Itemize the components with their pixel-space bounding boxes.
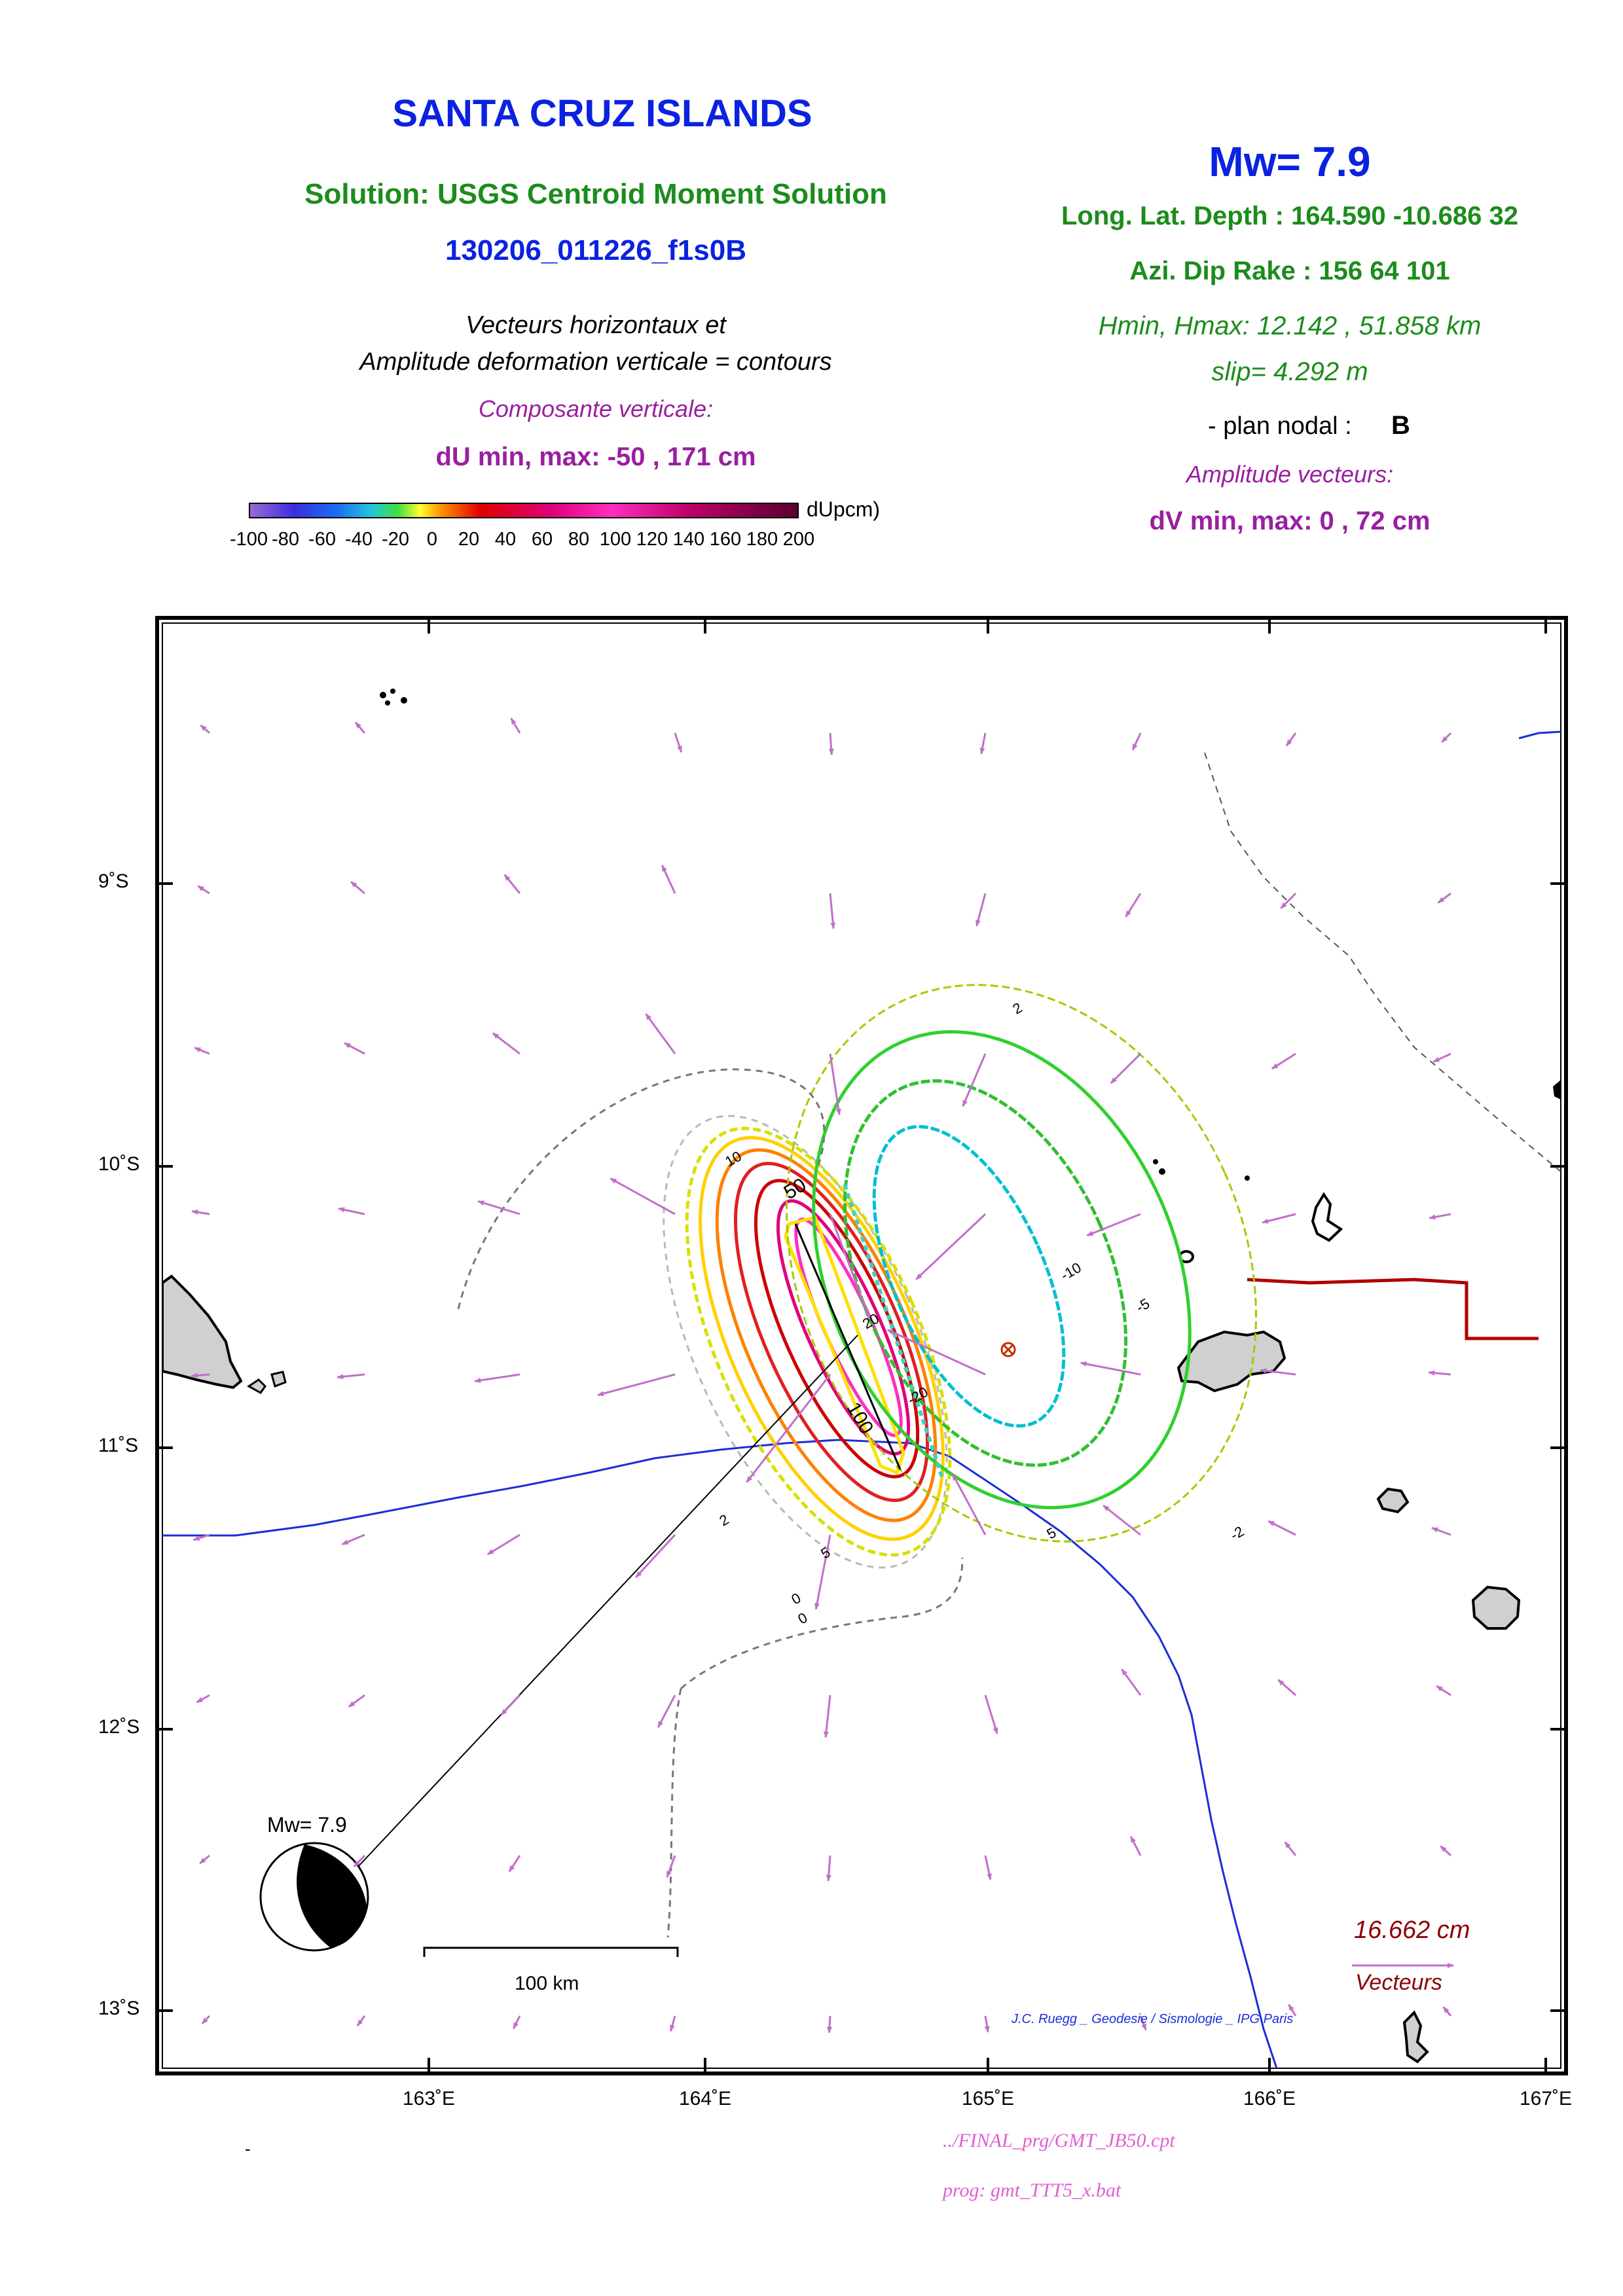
displacement-vector — [828, 1856, 830, 1881]
displacement-vector — [1429, 1214, 1451, 1218]
displacement-vector — [1432, 1528, 1451, 1535]
description-line-1: Vecteurs horizontaux et — [465, 312, 726, 339]
displacement-vector — [977, 893, 985, 926]
colorbar-tick-label: 0 — [426, 529, 438, 550]
dv-minmax: dV min, max: 0 , 72 cm — [1149, 507, 1431, 535]
colorbar-tick-label: 80 — [568, 529, 590, 550]
land-tikopia — [1473, 1587, 1519, 1628]
contour-label: 100 — [842, 1398, 878, 1438]
scale-bar — [424, 1948, 678, 1957]
land-nendo — [1178, 1332, 1285, 1391]
colorbar-tick-label: -40 — [345, 529, 373, 550]
displacement-vector — [1278, 1680, 1296, 1696]
map-title: SANTA CRUZ ISLANDS — [392, 92, 812, 135]
displacement-vector — [830, 2016, 831, 2033]
contour-label: 0 — [795, 1609, 811, 1628]
displacement-vector — [746, 1374, 830, 1482]
colorbar-unit: dUpcm) — [807, 497, 881, 521]
hminmax-params: Hmin, Hmax: 12.142 , 51.858 km — [1098, 312, 1482, 340]
latitude-tick-label: 10˚S — [98, 1153, 140, 1175]
description-line-2: Amplitude deformation verticale = contours — [359, 348, 832, 376]
displacement-vector — [1133, 733, 1140, 750]
displacement-vector — [830, 893, 833, 929]
contour-label: 50 — [780, 1174, 811, 1204]
colorbar-tick-label: 20 — [458, 529, 480, 550]
uplift-contours — [605, 1075, 1006, 1608]
slip-value: slip= 4.292 m — [1211, 357, 1368, 386]
displacement-vector — [356, 723, 365, 733]
longitude-tick-label: 166˚E — [1243, 2088, 1296, 2109]
displacement-vector — [985, 2016, 988, 2032]
ridge-line — [1247, 1280, 1539, 1338]
vector-scale-value: 16.662 cm — [1354, 1916, 1470, 1944]
displacement-vector — [200, 1856, 210, 1863]
colorbar-tick-label: 180 — [746, 529, 778, 550]
colorbar-tick-label: 60 — [531, 529, 553, 550]
land-small-2 — [272, 1372, 285, 1386]
displacement-vector — [1081, 1363, 1140, 1374]
displacement-vector — [509, 1856, 520, 1872]
displacement-vector — [1444, 2007, 1451, 2017]
contour-label: 5 — [818, 1543, 833, 1562]
nodal-plane-label: - plan nodal : — [1208, 412, 1352, 440]
solution-label: Solution: USGS Centroid Moment Solution — [304, 178, 887, 210]
displacement-vector — [1433, 1054, 1451, 1062]
displacement-vector — [1272, 1054, 1296, 1069]
trench-line — [162, 1440, 1277, 2068]
displacement-vector — [357, 2016, 365, 2026]
displacement-vector — [662, 865, 675, 893]
vector-amplitude-label: Amplitude vecteurs: — [1186, 461, 1394, 488]
displacement-vector — [1442, 733, 1451, 742]
displacement-vector — [981, 733, 985, 754]
land-vanikoro — [1378, 1489, 1408, 1512]
colorbar-tick-label: 40 — [494, 529, 517, 550]
cpt-file: ../FINAL_prg/GMT_JB50.cpt — [943, 2130, 1175, 2151]
colorbar-tick-label: -80 — [272, 529, 299, 550]
displacement-vector — [963, 1054, 985, 1106]
displacement-vector — [337, 1374, 365, 1377]
colorbar-tick-label: 140 — [672, 529, 705, 550]
vertical-component-label: Composante verticale: — [478, 395, 714, 422]
du-minmax: dU min, max: -50 , 171 cm — [435, 442, 756, 471]
land-small-1 — [249, 1380, 265, 1393]
displacement-vector — [598, 1374, 675, 1395]
event-id: 130206_011226_f1s0B — [445, 234, 747, 266]
credit-line: J.C. Ruegg _ Geodesie / Sismologie _ IPG Paris — [1012, 2012, 1294, 2026]
displacement-vector — [1122, 1669, 1140, 1695]
latitude-tick-label: 13˚S — [98, 1998, 140, 2019]
nodal-plane-value: B — [1391, 411, 1410, 440]
displacement-vector — [1285, 1842, 1296, 1856]
displacement-vector — [830, 733, 831, 755]
displacement-vector — [670, 2016, 675, 2031]
contour-label: 2 — [1010, 999, 1025, 1018]
colorbar-tick-label: 200 — [782, 529, 815, 550]
displacement-vector — [349, 1695, 365, 1707]
displacement-vector — [658, 1695, 675, 1727]
displacement-vector — [636, 1535, 675, 1577]
displacement-vector — [198, 886, 210, 894]
displacement-vector — [1131, 1837, 1140, 1856]
displacement-vectors — [192, 719, 1451, 2033]
beachball — [261, 1843, 368, 1950]
displacement-vector — [202, 2016, 210, 2024]
displacement-vector — [646, 1014, 676, 1054]
displacement-vector — [1429, 1372, 1451, 1374]
longitude-tick-label: 167˚E — [1519, 2088, 1573, 2109]
displacement-vector — [1126, 893, 1141, 917]
scale-bar-label: 100 km — [515, 1973, 579, 1994]
displacement-vector — [488, 1535, 520, 1554]
displacement-vector — [1436, 1686, 1451, 1695]
latitude-tick-label: 11˚S — [98, 1435, 139, 1456]
colorbar-tick-label: 120 — [636, 529, 668, 550]
plate-boundary-dashed — [1205, 753, 1561, 1172]
colorbar-tick-label: -100 — [229, 529, 268, 550]
latitude-tick-label: 9˚S — [98, 870, 129, 892]
contour-label: -2 — [1227, 1522, 1247, 1544]
colorbar-tick-label: -20 — [382, 529, 409, 550]
latitude-tick-label: 12˚S — [98, 1716, 140, 1738]
displacement-vector — [826, 1695, 830, 1738]
colorbar-tick-label: 100 — [599, 529, 632, 550]
displacement-vector — [475, 1374, 520, 1381]
displacement-vector — [197, 1695, 210, 1702]
displacement-vector — [342, 1535, 365, 1545]
displacement-vector — [513, 2016, 520, 2028]
mechanism-params: Azi. Dip Rake : 156 64 101 — [1129, 257, 1450, 285]
displacement-vector — [493, 1033, 520, 1054]
land-anuta — [1404, 2013, 1427, 2062]
displacement-vector — [1103, 1505, 1140, 1535]
displacement-vector — [675, 733, 682, 752]
program-name: prog: gmt_TTT5_x.bat — [943, 2179, 1122, 2201]
vector-scale-label: Vecteurs — [1355, 1970, 1442, 1995]
displacement-vector — [985, 1695, 997, 1734]
displacement-vector — [344, 1043, 365, 1054]
contour-label: 10 — [722, 1147, 744, 1170]
contour-label: -10 — [1057, 1259, 1084, 1284]
contour-label: 2 — [716, 1511, 732, 1530]
location-params: Long. Lat. Depth : 164.590 -10.686 32 — [1061, 202, 1519, 230]
land-utupua — [1313, 1194, 1341, 1240]
magnitude: Mw= 7.9 — [1209, 138, 1371, 185]
displacement-vector — [1262, 1214, 1296, 1223]
contour-label: 5 — [1044, 1524, 1059, 1543]
colorbar-tick-label: -60 — [308, 529, 336, 550]
contour-label: 0 — [788, 1589, 804, 1608]
contour-label: 20 — [860, 1310, 882, 1333]
displacement-vector — [1111, 1054, 1140, 1083]
displacement-vector — [201, 725, 210, 733]
longitude-tick-label: 165˚E — [961, 2088, 1015, 2109]
contour-label: -20 — [904, 1383, 931, 1408]
displacement-vector — [985, 1856, 991, 1880]
displacement-vector — [501, 1695, 520, 1715]
land-duff — [1553, 1080, 1561, 1100]
displacement-vector — [1268, 1521, 1296, 1535]
displacement-vector — [192, 1211, 210, 1214]
displacement-vector — [194, 1048, 210, 1054]
displacement-vector — [351, 882, 365, 893]
colorbar-tick-label: 160 — [709, 529, 742, 550]
longitude-tick-label: 163˚E — [402, 2088, 456, 2109]
longitude-tick-label: 164˚E — [678, 2088, 732, 2109]
displacement-vector — [1438, 893, 1451, 903]
displacement-vector — [478, 1201, 520, 1214]
displacement-vector — [338, 1209, 365, 1215]
land-malaita — [162, 1276, 241, 1388]
displacement-vector — [511, 719, 520, 734]
displacement-vector — [1286, 733, 1296, 745]
displacement-vector — [916, 1214, 985, 1280]
displacement-vector — [505, 875, 520, 894]
contour-label: -5 — [1133, 1295, 1153, 1316]
displacement-vector — [1087, 1214, 1141, 1236]
displacement-vector — [1440, 1846, 1451, 1856]
footer-dash: - — [245, 2139, 251, 2159]
beachball-label: Mw= 7.9 — [267, 1813, 347, 1837]
